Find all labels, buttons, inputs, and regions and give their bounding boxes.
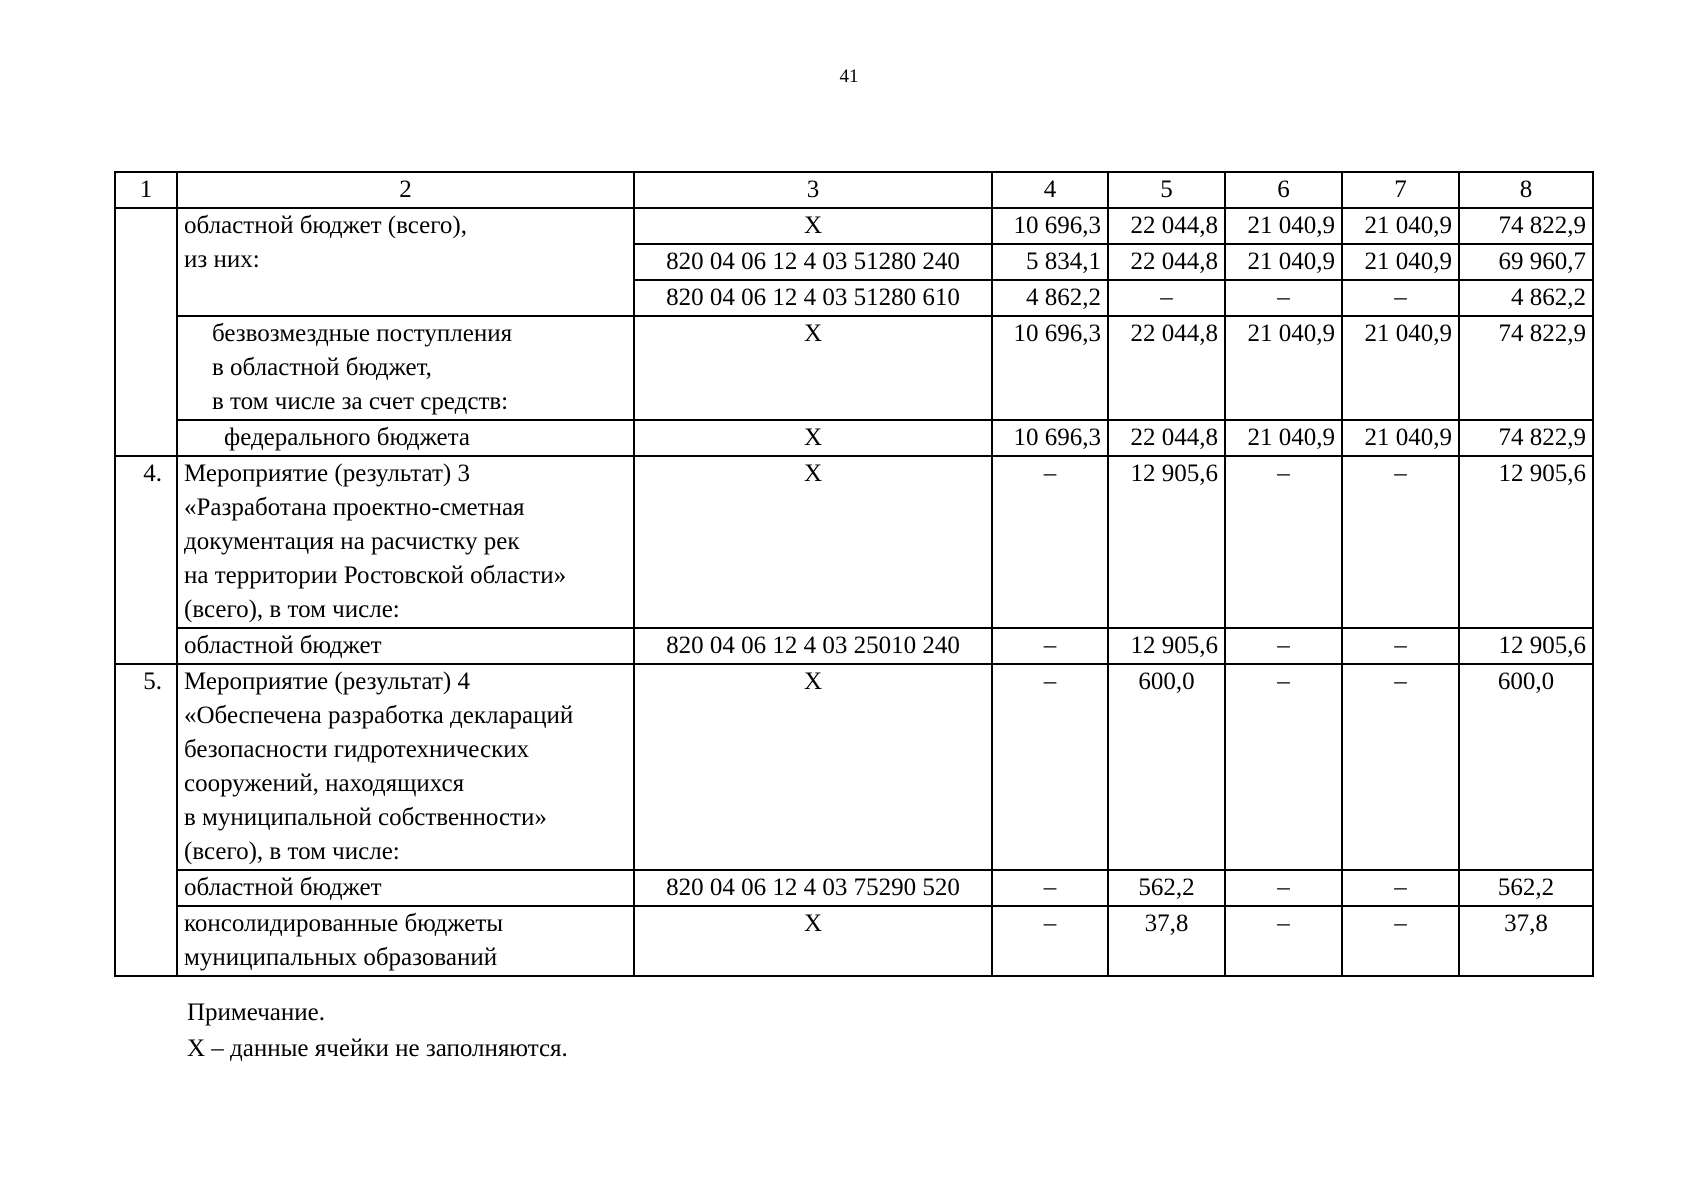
header-cell: 2 [177, 172, 634, 208]
table-row [115, 316, 1593, 420]
header-cell: 1 [115, 172, 177, 208]
page-number: 41 [839, 66, 859, 87]
total-cell: 69 960,7 [1459, 244, 1593, 280]
value-cell: 21 040,9 [1342, 316, 1459, 420]
table-row [115, 870, 1593, 906]
row-label: Мероприятие (результат) 4 «Обеспечена разработка деклараций безопасности гидротехнических сооружений, находящихся в муниципальной собственности» (всего), в том числе: [177, 664, 634, 870]
footnote-title: Примечание. [187, 999, 326, 1026]
kbk-code: 820 04 06 12 4 03 25010 240 [634, 628, 992, 664]
budget-table [114, 171, 1594, 977]
row-label: областной бюджет [177, 628, 634, 664]
row-number-cell [115, 208, 177, 456]
footnote [187, 995, 568, 1067]
value-cell: – [1108, 280, 1225, 316]
value-cell: 562,2 [1108, 870, 1225, 906]
value-cell: 21 040,9 [1225, 244, 1342, 280]
value-cell: – [992, 456, 1108, 628]
value-cell: 21 040,9 [1225, 208, 1342, 244]
value-cell: – [1225, 280, 1342, 316]
value-cell: 5 834,1 [992, 244, 1108, 280]
total-cell: 600,0 [1459, 664, 1593, 870]
value-cell: – [992, 664, 1108, 870]
value-cell: – [992, 628, 1108, 664]
value-cell: 12 905,6 [1108, 628, 1225, 664]
row-label: областной бюджет (всего), из них: [177, 208, 634, 316]
total-cell: 12 905,6 [1459, 628, 1593, 664]
value-cell: – [1342, 456, 1459, 628]
total-cell: 74 822,9 [1459, 208, 1593, 244]
header-cell: 8 [1459, 172, 1593, 208]
value-cell: – [1225, 906, 1342, 976]
row-label: федерального бюджета [177, 420, 634, 456]
value-cell: – [1342, 628, 1459, 664]
value-cell: 22 044,8 [1108, 244, 1225, 280]
row-number-cell: 4. [115, 456, 177, 664]
row-label: Мероприятие (результат) 3 «Разработана проектно-сметная документация на расчистку рек на территории Ростовской области» (всего), в том числе: [177, 456, 634, 628]
row-label: безвозмездные поступления в областной бюджет, в том числе за счет средств: [177, 316, 634, 420]
row-number-cell: 5. [115, 664, 177, 976]
header-cell: 4 [992, 172, 1108, 208]
kbk-code: X [634, 664, 992, 870]
value-cell: 4 862,2 [992, 280, 1108, 316]
value-cell: 21 040,9 [1342, 208, 1459, 244]
value-cell: 22 044,8 [1108, 208, 1225, 244]
total-cell: 562,2 [1459, 870, 1593, 906]
value-cell: – [1342, 870, 1459, 906]
value-cell: – [1225, 664, 1342, 870]
total-cell: 74 822,9 [1459, 316, 1593, 420]
value-cell: 10 696,3 [992, 208, 1108, 244]
value-cell: – [1225, 456, 1342, 628]
total-cell: 12 905,6 [1459, 456, 1593, 628]
row-label: областной бюджет [177, 870, 634, 906]
value-cell: 10 696,3 [992, 420, 1108, 456]
value-cell: 21 040,9 [1225, 316, 1342, 420]
table-row [115, 664, 1593, 870]
value-cell: – [992, 870, 1108, 906]
value-cell: 21 040,9 [1342, 420, 1459, 456]
value-cell: – [1225, 870, 1342, 906]
header-cell: 7 [1342, 172, 1459, 208]
value-cell: 21 040,9 [1225, 420, 1342, 456]
header-row [115, 172, 1593, 208]
kbk-code: 820 04 06 12 4 03 51280 240 [634, 244, 992, 280]
value-cell: – [1342, 664, 1459, 870]
table-row [115, 906, 1593, 976]
footnote-text: X – данные ячейки не заполняются. [187, 1035, 568, 1062]
value-cell: – [992, 906, 1108, 976]
kbk-code: 820 04 06 12 4 03 51280 610 [634, 280, 992, 316]
value-cell: 12 905,6 [1108, 456, 1225, 628]
table-row [115, 456, 1593, 628]
total-cell: 37,8 [1459, 906, 1593, 976]
kbk-code: X [634, 420, 992, 456]
value-cell: 10 696,3 [992, 316, 1108, 420]
value-cell: 22 044,8 [1108, 420, 1225, 456]
value-cell: – [1342, 906, 1459, 976]
kbk-code: 820 04 06 12 4 03 75290 520 [634, 870, 992, 906]
kbk-code: X [634, 208, 992, 244]
total-cell: 74 822,9 [1459, 420, 1593, 456]
total-cell: 4 862,2 [1459, 280, 1593, 316]
table-row [115, 208, 1593, 244]
kbk-code: X [634, 456, 992, 628]
row-label: консолидированные бюджеты муниципальных образований [177, 906, 634, 976]
value-cell: – [1342, 280, 1459, 316]
value-cell: 21 040,9 [1342, 244, 1459, 280]
kbk-code: X [634, 906, 992, 976]
header-cell: 3 [634, 172, 992, 208]
value-cell: 22 044,8 [1108, 316, 1225, 420]
value-cell: 600,0 [1108, 664, 1225, 870]
table-row [115, 628, 1593, 664]
table-row [115, 420, 1593, 456]
value-cell: 37,8 [1108, 906, 1225, 976]
header-cell: 5 [1108, 172, 1225, 208]
value-cell: – [1225, 628, 1342, 664]
header-cell: 6 [1225, 172, 1342, 208]
kbk-code: X [634, 316, 992, 420]
